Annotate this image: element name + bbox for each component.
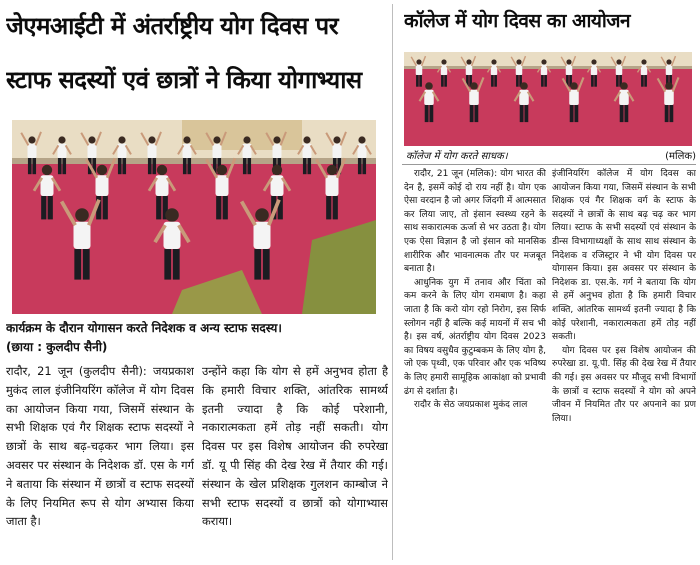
headline-line-1: जेएमआईटी में अंतर्राष्ट्रीय योग दिवस पर	[6, 12, 339, 40]
article-paragraph: योग दिवस पर इस विशेष आयोजन की रुपरेखा डा. यू.पी. सिंह की देख रेख में तैयार की गई। इस अवसर पर मौजूद सभी विभागों के छात्रों व स्टाफ सदस्यों ने योग को अपने जीवन में नियमित तौर पर अपनाने का प्रण लिया।	[552, 345, 696, 424]
article-column-2	[202, 362, 388, 562]
headline-line-2: स्टाफ सदस्यों एवं छात्रों ने किया योगाभ्यास	[6, 66, 362, 94]
article-paragraph: रादौर, 21 जून (मलिक): योग भारत की देन है, इसमें कोई दो राय नहीं है। योग एक ऐसा वरदान है जो अगर जिंदगी में आत्मसात कर लिया जाए, तो इंसान स्वस्थ्य रहने के साथ सकारात्मक ऊर्जा से भर उठता है। योग एक ऐसा विज्ञान है जो इंसान को मानसिक शारीरिक और भावनात्मक तौर पर मजबूत बनाता है।	[404, 169, 546, 275]
article-paragraph: रादौर के सेठ जयप्रकाश मुकंद लाल	[414, 400, 528, 411]
article-paragraph: उन्होंने कहा कि योग से हमें अनुभव होता है कि हमारी विचार शक्ति, आंतरिक सामर्थ्य इतनी ज्यादा है कि कोई परेशानी, नकारात्मकता हमें तोड़ नहीं सकती। योग दिवस पर इस विशेष आयोजन की रुपरेखा डॉ. यू पी सिंह की देख रेख में तैयार की गई। संस्थान के खेल प्रशिक्षक गुलशन काम्बोज ने सभी स्टाफ सदस्यों व छात्रों को योगाभ्यास कराया।	[202, 364, 388, 529]
right-column-1	[404, 168, 546, 560]
article-paragraph: रादौर, 21 जून (कुलदीप सैनी): जयप्रकाश मुकंद लाल इंजीनियरिंग कॉलेज में योग दिवस का आयोजन किया गया, जिसमें संस्थान के सभी शिक्षक एवं गैर शिक्षक स्टाफ सदस्यों ने छात्रों के साथ बढ़-चढ़कर भाग लिया। इस अवसर पर संस्थान के निदेशक डॉ. एस के गर्ग ने बताया कि संस्थान में छात्रों व स्टाफ सदस्यों के लिए नियमित रूप से योग अभ्यास किया जाता है।	[6, 364, 194, 529]
right-headline: कॉलेज में योग दिवस का आयोजन	[404, 10, 631, 32]
right-column-2	[552, 168, 696, 560]
caption-rule	[402, 164, 696, 165]
photo-caption: कार्यक्रम के दौरान योगासन करते निदेशक व अन्य स्टाफ सदस्य।	[6, 321, 282, 335]
column-divider	[392, 4, 393, 560]
right-article	[396, 0, 700, 565]
article-paragraph: आधुनिक युग में तनाव और चिंता को कम करने के लिए योग रामबाण है। कहा जाता है कि करो योग रहो निरोग, इस सिर्फ स्लोगन नहीं है बल्कि कई मायनों में सच भी है। इस वर्ष, अंतर्राष्ट्रीय योग दिवस 2023 का विषय वसुधैव कुटुम्बकम के लिए योग है, जो एक पृथ्वी, एक परिवार और एक भविष्य के लिए हमारी सामूहिक आकांक्षा को प्रभावी ढंग से दर्शाता है।	[404, 277, 546, 397]
photo-credit: (छाया : कुलदीप सैनी)	[6, 340, 108, 354]
article-column-1	[6, 362, 194, 562]
article-paragraph: इंजीनियरिंग कॉलेज में योग दिवस का आयोजन किया गया, जिसमें संस्थान के सभी शिक्षक एवं गैर शिक्षक वर्ग के स्टाफ के सदस्यों ने छात्रों के साथ बढ़ चढ़ कर भाग लिया। स्टाफ के सभी सदस्यों एवं संस्थान के डीन्स विभागाध्यक्षों के साथ साथ संस्थान के निदेशक व रजिस्ट्रार ने भी योग दिवस पर योगासन किया। इस अवसर पर संस्थान के निदेशक डा. एस.के. गर्ग ने बताया कि योग से हमें अनुभव होता है कि हमारी विचार शक्ति, आंतरिक सामर्थ्य इतनी ज्यादा है कि कोई परेशानी, नकारात्मकता हमें तोड़ नहीं सकती।	[552, 169, 696, 343]
photo-caption-right: कॉलेज में योग करते साधक।	[406, 151, 508, 162]
yoga-photo-right	[404, 52, 692, 146]
yoga-photo-left	[12, 120, 376, 314]
photo-source: (मलिक)	[665, 151, 696, 162]
